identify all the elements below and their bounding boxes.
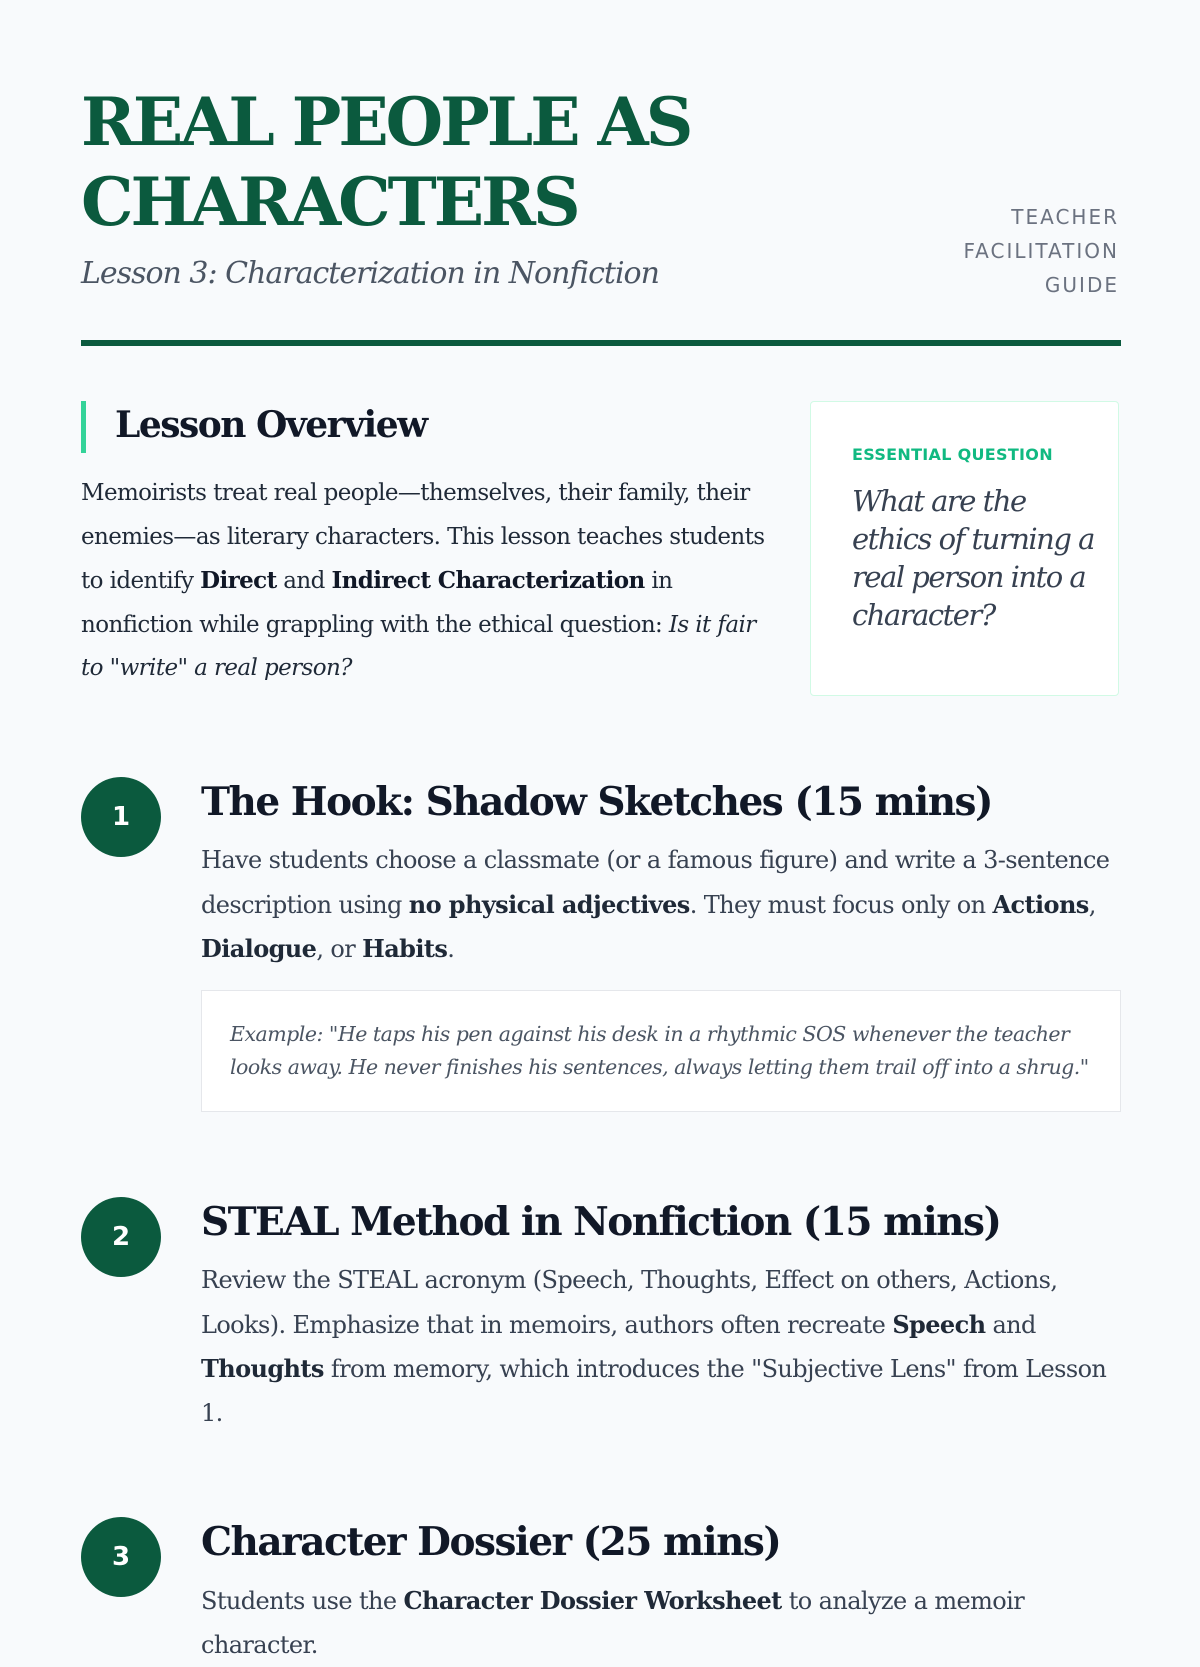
step-text-part: Have students choose a classmate (or a famous figure) and write a 3-sentence description using bbox=[201, 846, 1110, 919]
essential-question-text: What are the ethics of turning a real person into a character? bbox=[852, 484, 1094, 632]
step-title: Character Dossier (25 mins) bbox=[201, 1519, 781, 1565]
header-divider bbox=[81, 340, 1121, 346]
essential-question-label: ESSENTIAL QUESTION bbox=[852, 445, 1053, 464]
step-text-bold: Dialogue bbox=[201, 934, 317, 963]
overview-text-bold: Indirect Characterization bbox=[331, 567, 645, 594]
lesson-guide-page bbox=[81, 0, 1121, 1659]
overview-text bbox=[81, 472, 771, 691]
step-text bbox=[201, 1259, 1121, 1435]
guide-label bbox=[899, 200, 1119, 302]
page-title: REAL PEOPLE AS CHARACTERS bbox=[81, 83, 691, 241]
overview-text-part: in nonfiction while grappling with the ethical question: bbox=[81, 568, 673, 638]
overview-text-italic: Is it fair to "write" a real person? bbox=[81, 611, 756, 681]
essential-question-card bbox=[810, 401, 1119, 696]
step-number-badge: 1 bbox=[81, 777, 161, 857]
overview-text-bold: Direct bbox=[200, 567, 277, 594]
step-text-bold: Thoughts bbox=[201, 1354, 324, 1383]
step-body bbox=[201, 1517, 1121, 1667]
step-text-part: . bbox=[447, 935, 455, 963]
step-body bbox=[201, 1197, 1121, 1435]
step-text-part: , or bbox=[316, 935, 363, 963]
overview-text-part: and bbox=[276, 568, 332, 594]
guide-label-line: FACILITATION bbox=[963, 239, 1119, 263]
step-text-part: and bbox=[985, 1310, 1036, 1339]
step-text bbox=[201, 1579, 1121, 1667]
step-text-bold: Character Dossier Worksheet bbox=[403, 1586, 782, 1615]
step-text-bold: Speech bbox=[892, 1309, 986, 1339]
lesson-overview bbox=[81, 400, 771, 691]
step-text-part: , bbox=[1088, 890, 1096, 919]
step-number-badge: 2 bbox=[81, 1197, 161, 1277]
heading-accent-bar bbox=[81, 401, 86, 453]
step-text-part: to analyze a memoir character. bbox=[201, 1587, 1025, 1659]
lesson-subtitle: Lesson 3: Characterization in Nonfiction bbox=[81, 256, 659, 291]
step-body bbox=[201, 777, 1121, 1112]
example-box: Example: "He taps his pen against his desk in a rhythmic SOS whenever the teacher looks away. He never finishes his sentences, always letting them trail off into a shrug." bbox=[201, 990, 1121, 1112]
page-header bbox=[81, 0, 1121, 346]
step-text-part: Students use the bbox=[201, 1587, 404, 1615]
step-text-bold: Actions bbox=[992, 889, 1089, 919]
overview-title: Lesson Overview bbox=[115, 404, 427, 446]
step-title: The Hook: Shadow Sketches (15 mins) bbox=[201, 779, 992, 825]
step-number-badge: 3 bbox=[81, 1517, 161, 1597]
step-text bbox=[201, 839, 1121, 972]
step-title: STEAL Method in Nonfiction (15 mins) bbox=[201, 1199, 1001, 1245]
overview-text-part: Memoirists treat real people—themselves, their family, their enemies—as literary characters. This lesson teaches students to identify bbox=[81, 480, 765, 594]
step-text-bold: no physical adjectives bbox=[408, 889, 690, 919]
step-text-part: from memory, which introduces the "Subjective Lens" from Lesson 1. bbox=[201, 1355, 1107, 1427]
step-text-part: Review the STEAL acronym (Speech, Thoughts, Effect on others, Actions, Looks). Emphasize that in memoirs, authors often recreate bbox=[201, 1266, 1058, 1339]
guide-label-line: GUIDE bbox=[1044, 273, 1119, 297]
step-text-bold: Habits bbox=[362, 934, 448, 963]
step-text-part: . They must focus only on bbox=[689, 890, 993, 919]
guide-label-line: TEACHER bbox=[1011, 205, 1119, 229]
overview-heading bbox=[81, 400, 771, 454]
